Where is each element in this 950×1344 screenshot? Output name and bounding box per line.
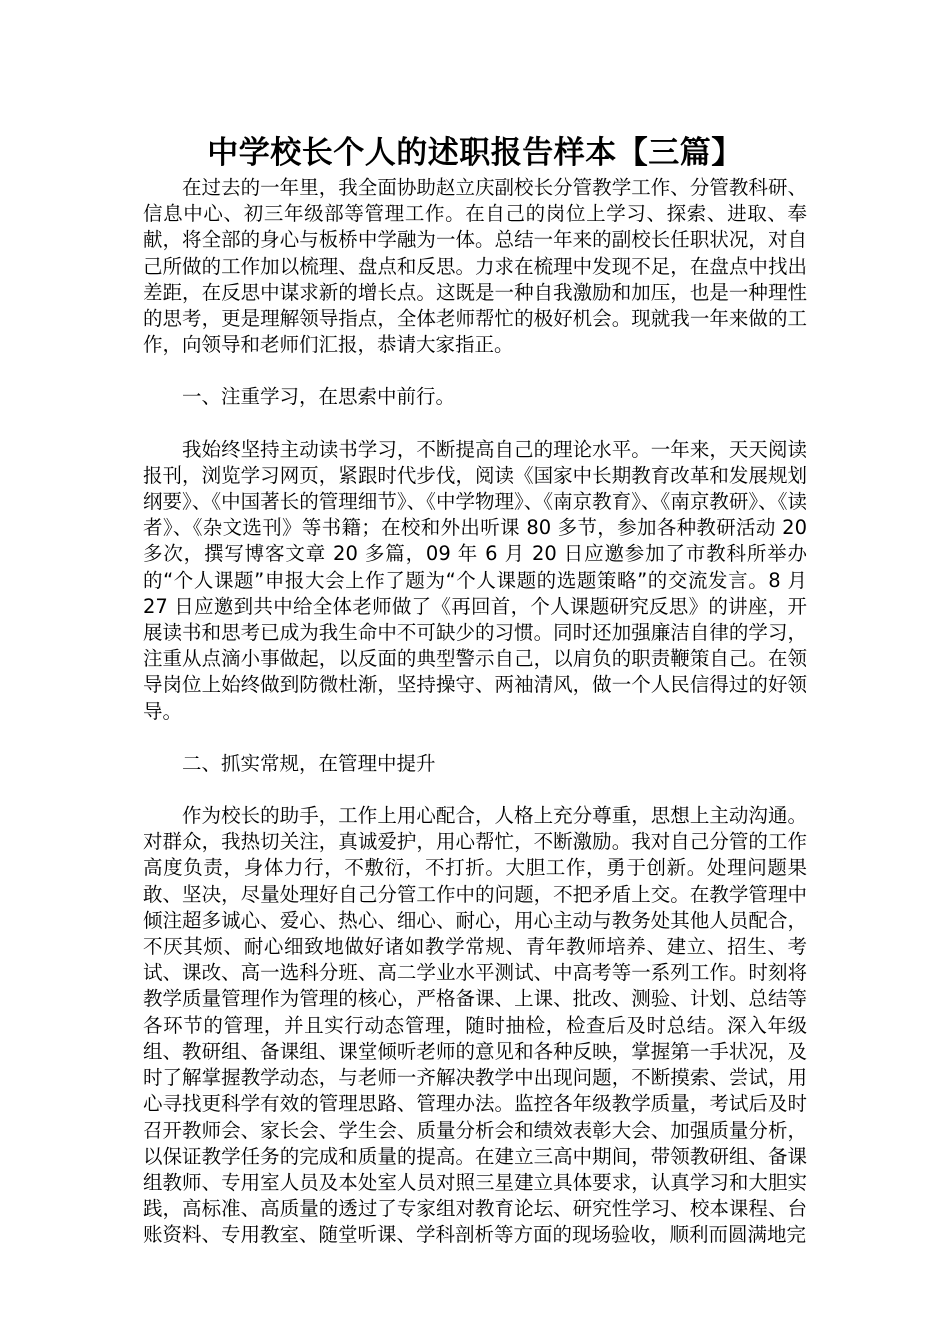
- spacer: [143, 358, 807, 384]
- spacer: [143, 777, 807, 803]
- section-2-heading: 二、抓实常规，在管理中提升: [182, 751, 436, 775]
- document-title: 中学校长个人的述职报告样本【三篇】: [207, 135, 743, 171]
- section-1-paragraph: 我始终坚持主动读书学习，不断提高自己的理论水平。一年来，天天阅读报刊，浏览学习网页，紧跟时代步伐，阅读《国家中长期教育改革和发展规划纲要》、《中国著长的管理细节》、《中学物理》、《南京教育》、《南京教研》、《读者》、《杂文选刊》等书籍；在校和外出听课 80 多节，参加各种教研活动 20 多次，撰写博客文章 20 多篇，09 年 6 月 20 日应邀参加了市教科所举办的“个人课题”申报大会上作了题为“个人课题的选题策略”的交流发言。8 月 27 日应邀到共中给全体老师做了《再回首，个人课题研究反思》的讲座，开展读书和思考已成为我生命中不可缺少的习惯。同时还加强廉洁自律的学习，注重从点滴小事做起，以反面的典型警示自己，以肩负的职责鞭策自己。在领导岗位上始终做到防微杜渐，坚持操守、两袖清风，做一个人民信得过的好领导。: [143, 437, 807, 723]
- document-page: [143, 133, 807, 1249]
- intro-paragraph: 在过去的一年里，我全面协助赵立庆副校长分管教学工作、分管教科研、信息中心、初三年级部等管理工作。在自己的岗位上学习、探索、进取、奉献，将全部的身心与板桥中学融为一体。总结一年来的副校长任职状况，对自己所做的工作加以梳理、盘点和反思。力求在梳理中发现不足，在盘点中找出差距，在反思中谋求新的增长点。这既是一种自我激励和加压，也是一种理性的思考，更是理解领导指点，全体老师帮忙的极好机会。现就我一年来做的工作，向领导和老师们汇报，恭请大家指正。: [143, 176, 807, 357]
- spacer: [143, 725, 807, 751]
- section-1-heading: 一、注重学习，在思索中前行。: [182, 385, 456, 409]
- section-2-paragraph: 作为校长的助手，工作上用心配合，人格上充分尊重，思想上主动沟通。对群众，我热切关注，真诚爱护，用心帮忙，不断激励。我对自己分管的工作高度负责，身体力行，不敷衍，不打折。大胆工作，勇于创新。处理问题果敢、坚决，尽量处理好自己分管工作中的问题，不把矛盾上交。在教学管理中倾注超多诚心、爱心、热心、细心、耐心，用心主动与教务处其他人员配合，不厌其烦、耐心细致地做好诸如教学常规、青年教师培养、建立、招生、考试、课改、高一选科分班、高二学业水平测试、中高考等一系列工作。时刻将教学质量管理作为管理的核心，严格备课、上课、批改、测验、计划、总结等各环节的管理，并且实行动态管理，随时抽检，检查后及时总结。深入年级组、教研组、备课组、课堂倾听老师的意见和各种反映，掌握第一手状况，及时了解掌握教学动态，与老师一齐解决教学中出现问题，不断摸索、尝试，用心寻找更科学有效的管理思路、管理办法。监控各年级教学质量，考试后及时召开教师会、家长会、学生会、质量分析会和绩效表彰大会、加强质量分析，以保证教学任务的完成和质量的提高。在建立三高中期间，带领教研组、备课组教师、专用室人员及本处室人员对照三星建立具体要求，认真学习和大胆实践，高标准、高质量的透过了专家组对教育论坛、研究性学习、校本课程、台账资料、专用教室、随堂听课、学科剖析等方面的现场验收，顺利而圆满地完: [143, 804, 807, 1247]
- spacer: [143, 411, 807, 437]
